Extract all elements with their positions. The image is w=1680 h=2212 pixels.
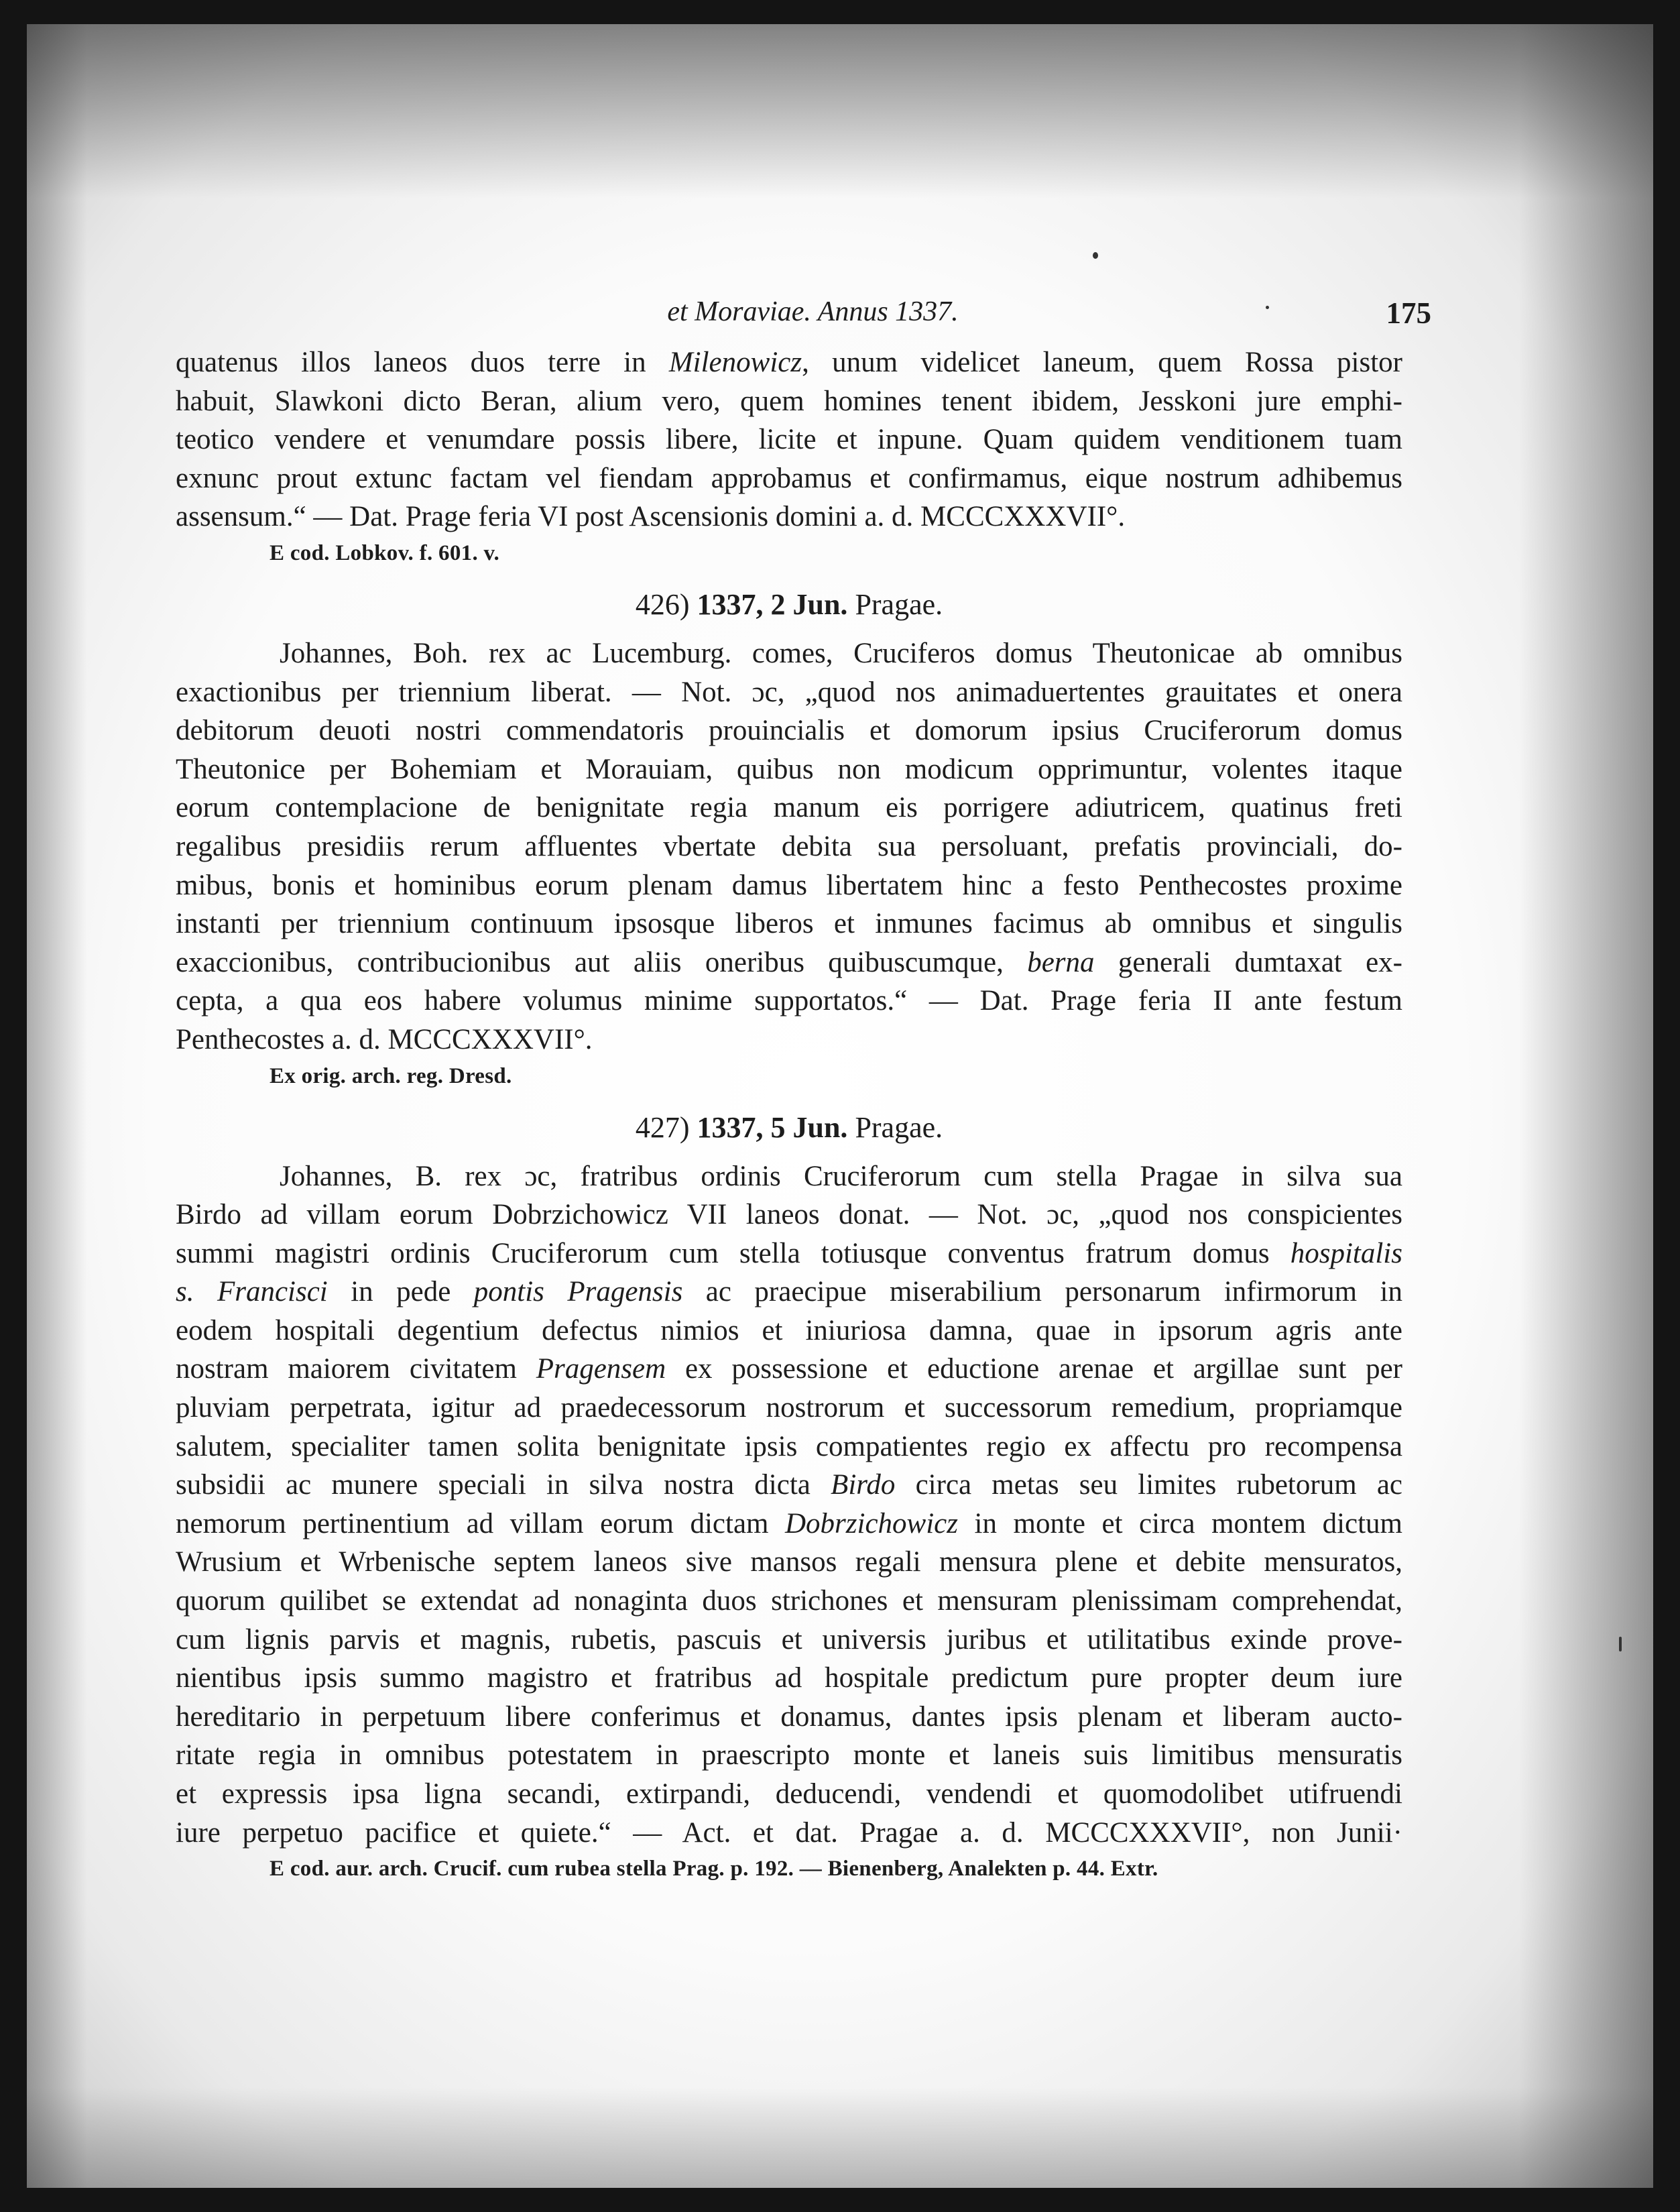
scan-speck [1619,1637,1622,1651]
scan-shadow-top [27,24,1653,198]
text-line: summi magistri ordinis Cruciferorum cum stella totiusque conventus fratrum domus hospitalis [176,1237,1402,1269]
text-line: Theutonice per Bohemiam et Morauiam, quibus non modicum opprimuntur, volentes itaque [176,753,1402,785]
text-line: Birdo ad villam eorum Dobrzichowicz VII laneos donat. — Not. ɔc, „quod nos conspicientes [176,1199,1402,1231]
text-line: Johannes, B. rex ɔc, fratribus ordinis Cruciferorum cum stella Pragae in silva sua [280,1160,1402,1192]
text-line: eodem hospitali degentium defectus nimios et iniuriosa damna, quae in ipsorum agris ante [176,1314,1402,1346]
text-line: regalibus presidiis rerum affluentes vbertate debita sua persoluant, prefatis provinciali, do- [176,830,1402,862]
text-line: iure perpetuo pacifice et quiete.“ — Act. et dat. Pragae a. d. MCCCXXXVII°, non Junii· [176,1816,1402,1849]
text-line: s. Francisci in pede pontis Pragensis ac praecipue miserabilium personarum infirmorum in [176,1276,1402,1308]
entry-place: Pragae. [855,1110,943,1144]
source-note: E cod. aur. arch. Crucif. cum rubea stella Prag. p. 192. — Bienenberg, Analekten p. 44. Extr. [269,1857,1158,1881]
text-line: nostram maiorem civitatem Pragensem ex possessione et eductione arenae et argillae sunt per [176,1353,1402,1385]
entry-date: 1337, 2 Jun. [697,587,848,621]
text-line: quatenus illos laneos duos terre in Milenowicz, unum videlicet laneum, quem Rossa pistor [176,347,1402,378]
text-line: exnunc prout extunc factam vel fiendam approbamus et confirmamus, eique nostrum adhibemus [176,462,1402,494]
text-line: nientibus ipsis summo magistro et fratribus ad hospitale predictum pure propter deum iure [176,1662,1402,1694]
text-line: teotico vendere et venumdare possis libere, licite et inpune. Quam quidem venditionem tuam [176,424,1402,456]
text-line: exaccionibus, contribucionibus aut aliis oneribus quibuscumque, berna generali dumtaxat ex- [176,946,1402,978]
text-line: et expressis ipsa ligna secandi, extirpandi, deducendi, vendendi et quomodolibet utifruendi [176,1778,1402,1810]
text-line: subsidii ac munere speciali in silva nostra dicta Birdo circa metas seu limites rubetorum ac [176,1469,1402,1501]
text-line: mibus, bonis et hominibus eorum plenam damus libertatem hinc a festo Penthecostes proxime [176,869,1402,901]
text-line: Penthecostes a. d. MCCCXXXVII°. [176,1023,593,1055]
source-note: E cod. Lobkov. f. 601. v. [269,540,500,565]
entry-number: 426) [635,587,690,621]
entry-place: Pragae. [855,587,943,621]
text-line: Wrusium et Wrbenische septem laneos sive mansos regali mensura plene et debite mensuratos, [176,1546,1402,1578]
text-line: nemorum pertinentium ad villam eorum dictam Dobrzichowicz in monte et circa montem dictum [176,1507,1402,1539]
text-line: exactionibus per triennium liberat. — Not. ɔc, „quod nos animaduertentes grauitates et onera [176,676,1402,708]
text-line: cum lignis parvis et magnis, rubetis, pascuis et universis juribus et utilitatibus exinde prove- [176,1623,1402,1655]
text-line: Johannes, Boh. rex ac Lucemburg. comes, Cruciferos domus Theutonicae ab omnibus [280,637,1402,669]
scan-shadow-right [1519,24,1653,2188]
text-line: quorum quilibet se extendat ad nonaginta duos strichones et mensuram plenissimam comprehendat, [176,1585,1402,1617]
text-line: assensum.“ — Dat. Prage feria VI post Ascensionis domini a. d. MCCCXXXVII°. [176,501,1126,533]
entry-427 [176,1104,1402,1886]
entry-426 [176,581,1402,1093]
text-line: cepta, a qua eos habere volumus minime supportatos.“ — Dat. Prage feria II ante festum [176,985,1402,1017]
scan-speck [1093,252,1098,259]
scan-shadow-bottom [27,2087,1653,2188]
text-line: hereditario in perpetuum libere conferimus et donamus, dantes ipsis plenam et liberam aucto- [176,1700,1402,1733]
source-note: Ex orig. arch. reg. Dresd. [269,1063,512,1088]
entry-date: 1337, 5 Jun. [697,1110,848,1144]
scan-shadow-left [27,24,87,2188]
page-number: 175 [1386,296,1431,330]
text-line: eorum contemplacione de benignitate regia manum eis porrigere adiutricem, quatinus freti [176,792,1402,824]
text-line: debitorum deuoti nostri commendatoris prouincialis et domorum ipsius Cruciferorum domus [176,715,1402,747]
page-header [194,296,1431,343]
entry-heading [176,581,1402,629]
entry-heading [176,1104,1402,1152]
text-line: habuit, Slawkoni dicto Beran, alium vero, quem homines tenent ibidem, Jesskoni jure emphi- [176,385,1402,417]
running-title: et Moraviae. Annus 1337. [667,296,959,327]
text-line: instanti per triennium continuum ipsosque liberos et inmunes facimus ab omnibus et singulis [176,908,1402,940]
text-line: pluviam perpetrata, igitur ad praedecessorum nostrorum et successorum remedium, propriamque [176,1392,1402,1424]
text-line: salutem, specialiter tamen solita benignitate ipsis compatientes regio ex affectu pro recompensa [176,1430,1402,1462]
page-body [176,343,1402,1885]
entry-number: 427) [635,1110,690,1144]
text-line: ritate regia in omnibus potestatem in praescripto monte et laneis suis limitibus mensuratis [176,1739,1402,1771]
entry-425-tail [176,343,1402,570]
